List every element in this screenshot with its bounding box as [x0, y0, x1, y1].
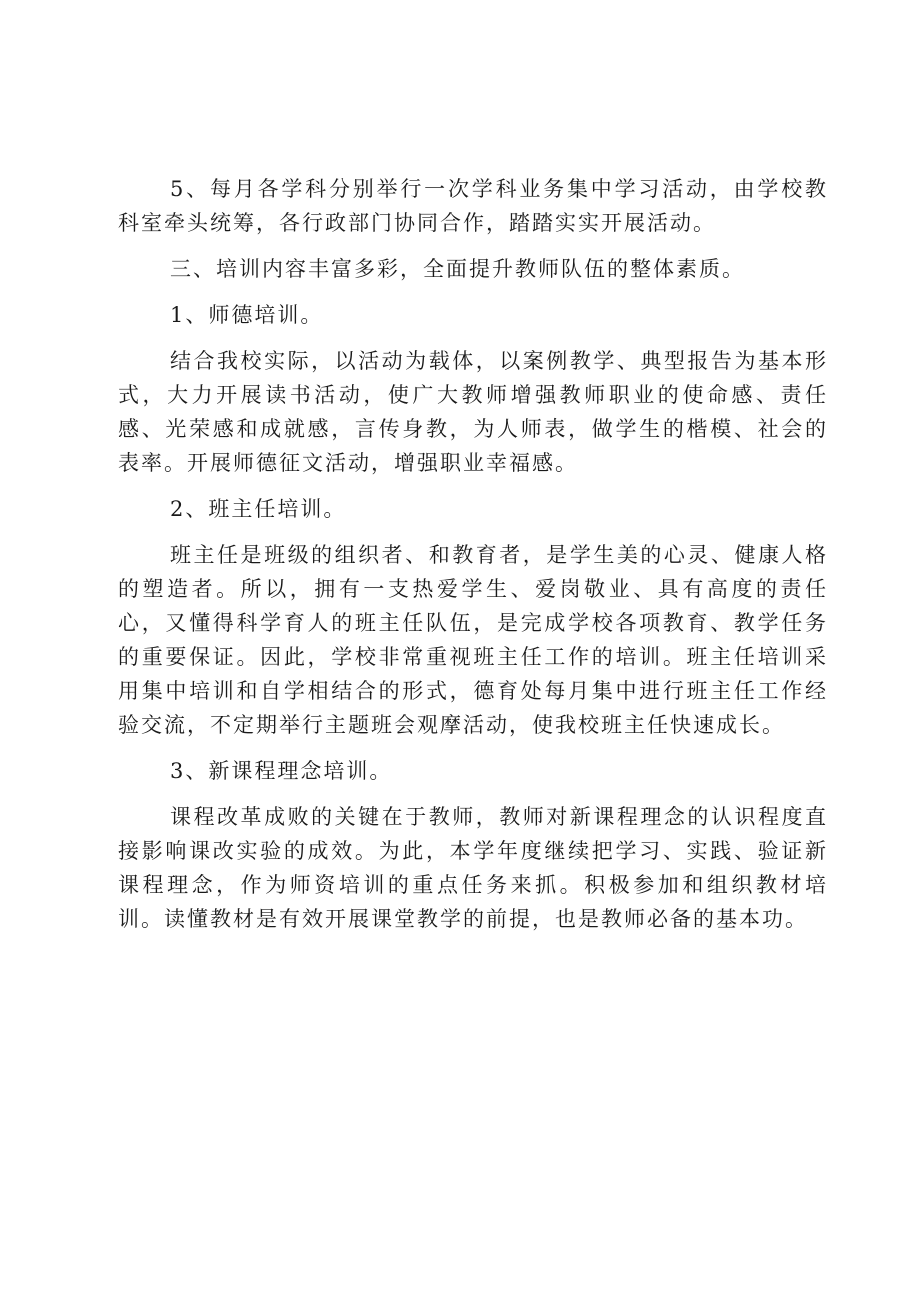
subheading-class-teacher-training: 2、班主任培训。 [170, 497, 347, 521]
paragraph-item-5: 5、每月各学科分别举行一次学科业务集中学习活动，由学校教科室牵头统筹，各行政部门协同合作，踏踏实实开展活动。 [118, 177, 828, 235]
document-body [118, 172, 828, 948]
subheading-new-curriculum-training: 3、新课程理念培训。 [170, 759, 393, 783]
subheading-ethics-training: 1、师德培训。 [170, 303, 324, 327]
section-heading-3: 三、培训内容丰富多彩，全面提升教师队伍的整体素质。 [170, 257, 745, 281]
paragraph-ethics-training: 结合我校实际，以活动为载体，以案例教学、典型报告为基本形式，大力开展读书活动，使广大教师增强教师职业的使命感、责任感、光荣感和成就感，言传身教，为人师表，做学生的楷模、社会的表率。开展师德征文活动，增强职业幸福感。 [118, 349, 828, 475]
paragraph-class-teacher-training: 班主任是班级的组织者、和教育者，是学生美的心灵、健康人格的塑造者。所以，拥有一支热爱学生、爱岗敬业、具有高度的责任心，又懂得科学育人的班主任队伍，是完成学校各项教育、教学任务的重要保证。因此，学校非常重视班主任工作的培训。班主任培训采用集中培训和自学相结合的形式，德育处每月集中进行班主任工作经验交流，不定期举行主题班会观摩活动，使我校班主任快速成长。 [118, 543, 828, 737]
paragraph-new-curriculum-training: 课程改革成败的关键在于教师，教师对新课程理念的认识程度直接影响课改实验的成效。为此，本学年度继续把学习、实践、验证新课程理念，作为师资培训的重点任务来抓。积极参加和组织教材培训。读懂教材是有效开展课堂教学的前提，也是教师必备的基本功。 [118, 805, 828, 931]
